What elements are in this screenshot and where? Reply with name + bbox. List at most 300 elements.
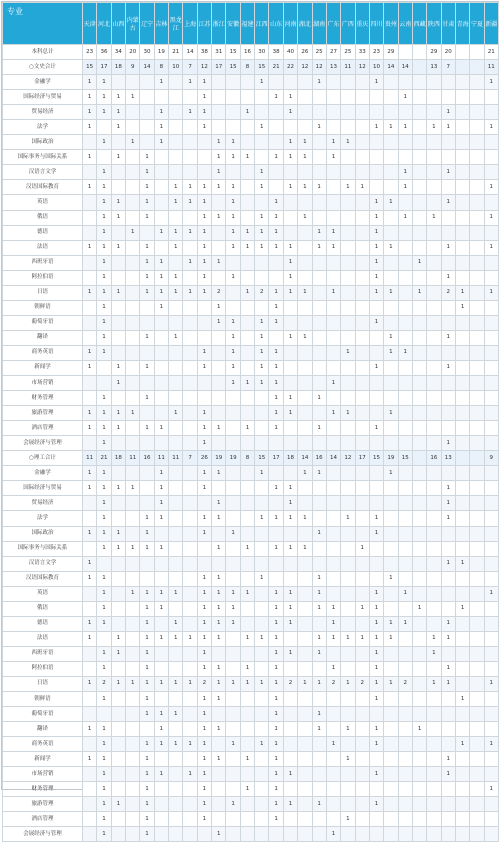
quota-cell xyxy=(183,526,197,541)
quota-cell: 1 xyxy=(240,285,254,300)
row-label: 国际事务与国际关系 xyxy=(3,150,83,165)
quota-cell xyxy=(427,511,441,526)
quota-cell xyxy=(398,150,412,165)
quota-cell xyxy=(412,270,426,285)
quota-cell: 1 xyxy=(269,722,283,737)
quota-cell xyxy=(484,481,498,496)
quota-cell xyxy=(484,406,498,421)
quota-cell xyxy=(154,330,168,345)
row-label: 国际经济与贸易 xyxy=(3,481,83,496)
quota-cell xyxy=(384,376,398,391)
quota-cell xyxy=(484,616,498,631)
quota-cell xyxy=(355,330,369,345)
quota-cell xyxy=(283,737,297,752)
quota-cell xyxy=(240,165,254,180)
quota-cell xyxy=(455,165,469,180)
quota-cell xyxy=(312,195,326,210)
province-header xyxy=(183,3,197,45)
quota-cell: 1 xyxy=(83,752,97,767)
quota-cell xyxy=(126,571,140,586)
quota-cell: 1 xyxy=(441,165,455,180)
quota-cell: 1 xyxy=(341,345,355,360)
quota-cell xyxy=(183,752,197,767)
quota-cell: 1 xyxy=(369,646,383,661)
quota-cell: 1 xyxy=(484,210,498,225)
quota-cell: 1 xyxy=(197,737,211,752)
quota-cell xyxy=(398,360,412,375)
quota-cell xyxy=(326,586,340,601)
quota-cell: 1 xyxy=(140,255,154,270)
quota-cell: 1 xyxy=(283,285,297,300)
row-label: 朝鲜语 xyxy=(3,692,83,707)
quota-cell xyxy=(312,496,326,511)
quota-cell: 1 xyxy=(427,676,441,691)
quota-cell: 1 xyxy=(97,496,111,511)
row-label: 法语 xyxy=(3,631,83,646)
quota-cell: 1 xyxy=(140,767,154,782)
quota-cell: 1 xyxy=(97,782,111,797)
quota-cell xyxy=(326,195,340,210)
quota-cell xyxy=(298,752,312,767)
quota-cell xyxy=(154,165,168,180)
quota-cell: 1 xyxy=(369,360,383,375)
quota-cell xyxy=(398,511,412,526)
province-header xyxy=(140,3,154,45)
quota-cell: 11 xyxy=(484,60,498,75)
quota-cell: 1 xyxy=(97,616,111,631)
quota-cell: 1 xyxy=(269,782,283,797)
quota-cell: 1 xyxy=(326,601,340,616)
quota-cell: 1 xyxy=(269,421,283,436)
quota-cell: 1 xyxy=(398,180,412,195)
quota-cell xyxy=(154,180,168,195)
table-row xyxy=(3,406,499,421)
quota-cell xyxy=(226,285,240,300)
quota-cell xyxy=(169,511,183,526)
quota-cell xyxy=(412,737,426,752)
quota-cell xyxy=(126,752,140,767)
quota-cell xyxy=(298,315,312,330)
quota-cell xyxy=(197,496,211,511)
quota-cell xyxy=(384,752,398,767)
quota-cell xyxy=(255,827,269,842)
quota-cell xyxy=(298,421,312,436)
quota-cell xyxy=(441,722,455,737)
quota-cell xyxy=(427,616,441,631)
quota-cell xyxy=(470,556,484,571)
row-label: 财务管理 xyxy=(3,782,83,797)
quota-cell: 1 xyxy=(298,330,312,345)
quota-cell xyxy=(183,135,197,150)
quota-cell xyxy=(427,797,441,812)
quota-cell xyxy=(140,225,154,240)
quota-cell xyxy=(470,391,484,406)
quota-cell: 1 xyxy=(97,466,111,481)
quota-cell xyxy=(326,345,340,360)
quota-cell: 2 xyxy=(441,285,455,300)
quota-cell xyxy=(369,782,383,797)
quota-cell xyxy=(341,556,355,571)
quota-cell: 1 xyxy=(455,601,469,616)
quota-cell: 30 xyxy=(140,45,154,60)
quota-cell xyxy=(412,646,426,661)
quota-cell: 1 xyxy=(312,225,326,240)
quota-cell xyxy=(140,556,154,571)
quota-cell xyxy=(427,270,441,285)
quota-cell xyxy=(212,195,226,210)
quota-cell: 1 xyxy=(283,180,297,195)
quota-cell: 1 xyxy=(97,135,111,150)
quota-cell: 1 xyxy=(140,646,154,661)
quota-cell xyxy=(312,481,326,496)
province-header xyxy=(470,3,484,45)
quota-cell xyxy=(427,345,441,360)
quota-cell xyxy=(326,330,340,345)
quota-cell xyxy=(283,225,297,240)
quota-cell xyxy=(355,360,369,375)
quota-cell: 1 xyxy=(154,511,168,526)
quota-cell: 1 xyxy=(140,150,154,165)
quota-cell xyxy=(398,300,412,315)
quota-cell xyxy=(326,300,340,315)
quota-cell: 1 xyxy=(197,481,211,496)
quota-cell xyxy=(326,180,340,195)
quota-cell: 11 xyxy=(83,451,97,466)
quota-cell xyxy=(169,105,183,120)
table-row xyxy=(3,767,499,782)
quota-cell xyxy=(154,571,168,586)
province-header-label: 河南 xyxy=(284,20,297,28)
quota-cell xyxy=(226,75,240,90)
quota-cell xyxy=(369,376,383,391)
province-header-label: 天津 xyxy=(83,20,96,28)
quota-cell: 1 xyxy=(97,90,111,105)
quota-cell xyxy=(283,722,297,737)
quota-cell: 1 xyxy=(183,105,197,120)
quota-cell xyxy=(355,661,369,676)
quota-cell xyxy=(369,827,383,842)
quota-cell xyxy=(384,827,398,842)
quota-cell xyxy=(111,330,125,345)
quota-cell xyxy=(183,601,197,616)
quota-cell xyxy=(183,571,197,586)
quota-cell xyxy=(412,360,426,375)
quota-cell: 1 xyxy=(427,210,441,225)
quota-cell: 20 xyxy=(441,45,455,60)
quota-cell xyxy=(470,707,484,722)
quota-cell xyxy=(183,345,197,360)
quota-cell: 1 xyxy=(298,210,312,225)
quota-cell: 34 xyxy=(111,45,125,60)
table-row xyxy=(3,345,499,360)
quota-cell: 1 xyxy=(83,150,97,165)
quota-cell xyxy=(427,391,441,406)
quota-cell: 1 xyxy=(369,737,383,752)
row-label: 新闻学 xyxy=(3,752,83,767)
quota-cell: 1 xyxy=(240,376,254,391)
quota-cell xyxy=(355,225,369,240)
quota-cell: 1 xyxy=(140,631,154,646)
quota-cell: 1 xyxy=(255,360,269,375)
quota-cell xyxy=(470,135,484,150)
quota-cell xyxy=(140,120,154,135)
quota-cell: 1 xyxy=(369,601,383,616)
quota-cell xyxy=(312,376,326,391)
quota-cell: 1 xyxy=(298,180,312,195)
quota-cell xyxy=(226,391,240,406)
quota-cell xyxy=(398,255,412,270)
quota-cell xyxy=(398,827,412,842)
quota-cell: 1 xyxy=(369,676,383,691)
quota-cell: 1 xyxy=(369,586,383,601)
province-header xyxy=(97,3,111,45)
quota-cell xyxy=(326,315,340,330)
quota-cell xyxy=(111,496,125,511)
quota-cell xyxy=(326,360,340,375)
quota-cell xyxy=(369,812,383,827)
quota-cell xyxy=(412,556,426,571)
quota-cell xyxy=(470,165,484,180)
quota-cell xyxy=(341,165,355,180)
row-label: 日语 xyxy=(3,676,83,691)
quota-cell xyxy=(154,616,168,631)
quota-cell: 1 xyxy=(140,541,154,556)
quota-cell xyxy=(441,827,455,842)
quota-cell: 1 xyxy=(369,210,383,225)
quota-cell xyxy=(484,661,498,676)
quota-cell xyxy=(326,90,340,105)
quota-cell xyxy=(212,767,226,782)
quota-cell: 19 xyxy=(154,45,168,60)
quota-cell xyxy=(455,135,469,150)
quota-cell: 1 xyxy=(384,285,398,300)
quota-cell: 1 xyxy=(240,661,254,676)
quota-cell xyxy=(398,571,412,586)
quota-cell xyxy=(441,586,455,601)
quota-cell: 27 xyxy=(326,45,340,60)
quota-cell xyxy=(111,180,125,195)
quota-cell xyxy=(412,782,426,797)
quota-cell xyxy=(111,601,125,616)
quota-cell xyxy=(470,571,484,586)
quota-cell xyxy=(326,436,340,451)
row-label: 英语 xyxy=(3,195,83,210)
quota-cell xyxy=(398,195,412,210)
quota-cell xyxy=(326,481,340,496)
quota-cell xyxy=(484,376,498,391)
quota-cell xyxy=(455,752,469,767)
quota-cell: 1 xyxy=(455,285,469,300)
quota-cell xyxy=(355,646,369,661)
quota-cell xyxy=(427,315,441,330)
quota-cell: 11 xyxy=(341,60,355,75)
quota-cell xyxy=(183,782,197,797)
quota-cell xyxy=(183,646,197,661)
quota-cell xyxy=(441,782,455,797)
table-row xyxy=(3,782,499,797)
table-row xyxy=(3,797,499,812)
quota-cell: 1 xyxy=(255,676,269,691)
quota-cell xyxy=(455,827,469,842)
quota-cell: 30 xyxy=(255,45,269,60)
quota-cell xyxy=(298,195,312,210)
quota-cell xyxy=(341,75,355,90)
quota-cell xyxy=(369,707,383,722)
quota-cell xyxy=(111,135,125,150)
quota-cell: 1 xyxy=(197,466,211,481)
quota-cell: 1 xyxy=(197,90,211,105)
quota-cell xyxy=(470,616,484,631)
quota-cell: 1 xyxy=(111,526,125,541)
province-header xyxy=(369,3,383,45)
quota-cell xyxy=(169,466,183,481)
quota-cell: 1 xyxy=(97,255,111,270)
province-header-label: 浙江 xyxy=(212,20,225,28)
quota-cell: 1 xyxy=(269,376,283,391)
quota-cell: 1 xyxy=(312,646,326,661)
quota-cell xyxy=(83,436,97,451)
quota-cell xyxy=(326,556,340,571)
quota-cell xyxy=(298,406,312,421)
quota-cell xyxy=(240,827,254,842)
row-label: ○文史合计 xyxy=(3,60,83,75)
quota-cell: 11 xyxy=(154,451,168,466)
quota-cell xyxy=(283,752,297,767)
quota-cell xyxy=(83,692,97,707)
quota-cell: 1 xyxy=(255,240,269,255)
province-header-label: 安徽 xyxy=(227,20,240,28)
quota-cell: 1 xyxy=(169,330,183,345)
quota-cell: 1 xyxy=(183,195,197,210)
quota-cell xyxy=(326,692,340,707)
quota-cell xyxy=(470,90,484,105)
province-header-label: 四川 xyxy=(370,20,383,28)
quota-cell: 1 xyxy=(427,646,441,661)
quota-cell xyxy=(212,391,226,406)
quota-cell xyxy=(326,797,340,812)
quota-cell: 1 xyxy=(126,586,140,601)
quota-cell: 1 xyxy=(283,601,297,616)
quota-cell: 1 xyxy=(441,436,455,451)
quota-cell xyxy=(398,436,412,451)
quota-cell xyxy=(312,270,326,285)
quota-cell xyxy=(126,315,140,330)
quota-cell xyxy=(283,421,297,436)
quota-cell xyxy=(470,466,484,481)
quota-cell: 1 xyxy=(326,616,340,631)
quota-cell xyxy=(427,360,441,375)
quota-cell: 18 xyxy=(111,60,125,75)
quota-cell xyxy=(226,481,240,496)
quota-cell: 1 xyxy=(255,631,269,646)
quota-cell xyxy=(283,315,297,330)
quota-cell xyxy=(83,541,97,556)
table-row xyxy=(3,466,499,481)
quota-cell xyxy=(269,75,283,90)
quota-cell xyxy=(412,210,426,225)
quota-cell: 1 xyxy=(83,556,97,571)
quota-cell xyxy=(226,782,240,797)
quota-cell: 1 xyxy=(269,300,283,315)
quota-cell: 1 xyxy=(197,707,211,722)
quota-cell: 1 xyxy=(484,120,498,135)
quota-cell xyxy=(226,436,240,451)
quota-cell: 1 xyxy=(312,676,326,691)
quota-cell xyxy=(326,75,340,90)
quota-cell: 1 xyxy=(283,541,297,556)
quota-cell: 1 xyxy=(312,120,326,135)
quota-cell: 1 xyxy=(97,285,111,300)
quota-cell: 1 xyxy=(154,722,168,737)
quota-cell xyxy=(240,511,254,526)
province-header-label: 西藏 xyxy=(413,20,426,28)
quota-cell xyxy=(427,135,441,150)
quota-cell: 1 xyxy=(197,692,211,707)
quota-cell: 1 xyxy=(197,616,211,631)
quota-cell: 1 xyxy=(298,150,312,165)
quota-cell: 1 xyxy=(341,180,355,195)
quota-cell xyxy=(412,586,426,601)
quota-cell xyxy=(341,225,355,240)
quota-cell xyxy=(126,661,140,676)
quota-cell xyxy=(484,752,498,767)
quota-cell xyxy=(183,692,197,707)
quota-cell xyxy=(312,285,326,300)
quota-cell xyxy=(398,631,412,646)
quota-cell xyxy=(154,782,168,797)
quota-cell xyxy=(126,421,140,436)
quota-cell xyxy=(341,616,355,631)
quota-cell xyxy=(384,165,398,180)
quota-cell xyxy=(341,150,355,165)
quota-cell xyxy=(355,391,369,406)
quota-cell xyxy=(427,195,441,210)
quota-cell xyxy=(154,752,168,767)
quota-cell: 1 xyxy=(369,661,383,676)
quota-cell xyxy=(183,827,197,842)
quota-cell: 1 xyxy=(97,797,111,812)
quota-cell: 1 xyxy=(384,631,398,646)
quota-cell: 1 xyxy=(212,421,226,436)
quota-cell: 1 xyxy=(197,752,211,767)
quota-cell xyxy=(298,300,312,315)
quota-cell: 18 xyxy=(283,451,297,466)
quota-cell xyxy=(427,436,441,451)
quota-cell: 1 xyxy=(269,391,283,406)
quota-cell xyxy=(412,631,426,646)
quota-cell xyxy=(455,481,469,496)
quota-cell: 1 xyxy=(298,511,312,526)
quota-cell xyxy=(355,722,369,737)
quota-cell xyxy=(312,345,326,360)
quota-cell xyxy=(169,165,183,180)
quota-cell: 1 xyxy=(312,631,326,646)
quota-cell: 1 xyxy=(97,827,111,842)
quota-cell xyxy=(169,661,183,676)
quota-cell xyxy=(255,541,269,556)
quota-cell: 1 xyxy=(384,240,398,255)
quota-cell xyxy=(197,391,211,406)
quota-cell: 1 xyxy=(83,631,97,646)
quota-cell xyxy=(140,496,154,511)
quota-cell: 1 xyxy=(154,255,168,270)
quota-cell xyxy=(470,60,484,75)
quota-cell xyxy=(470,225,484,240)
quota-cell xyxy=(427,285,441,300)
quota-cell xyxy=(312,360,326,375)
quota-cell: 1 xyxy=(97,752,111,767)
quota-cell: 2 xyxy=(398,676,412,691)
